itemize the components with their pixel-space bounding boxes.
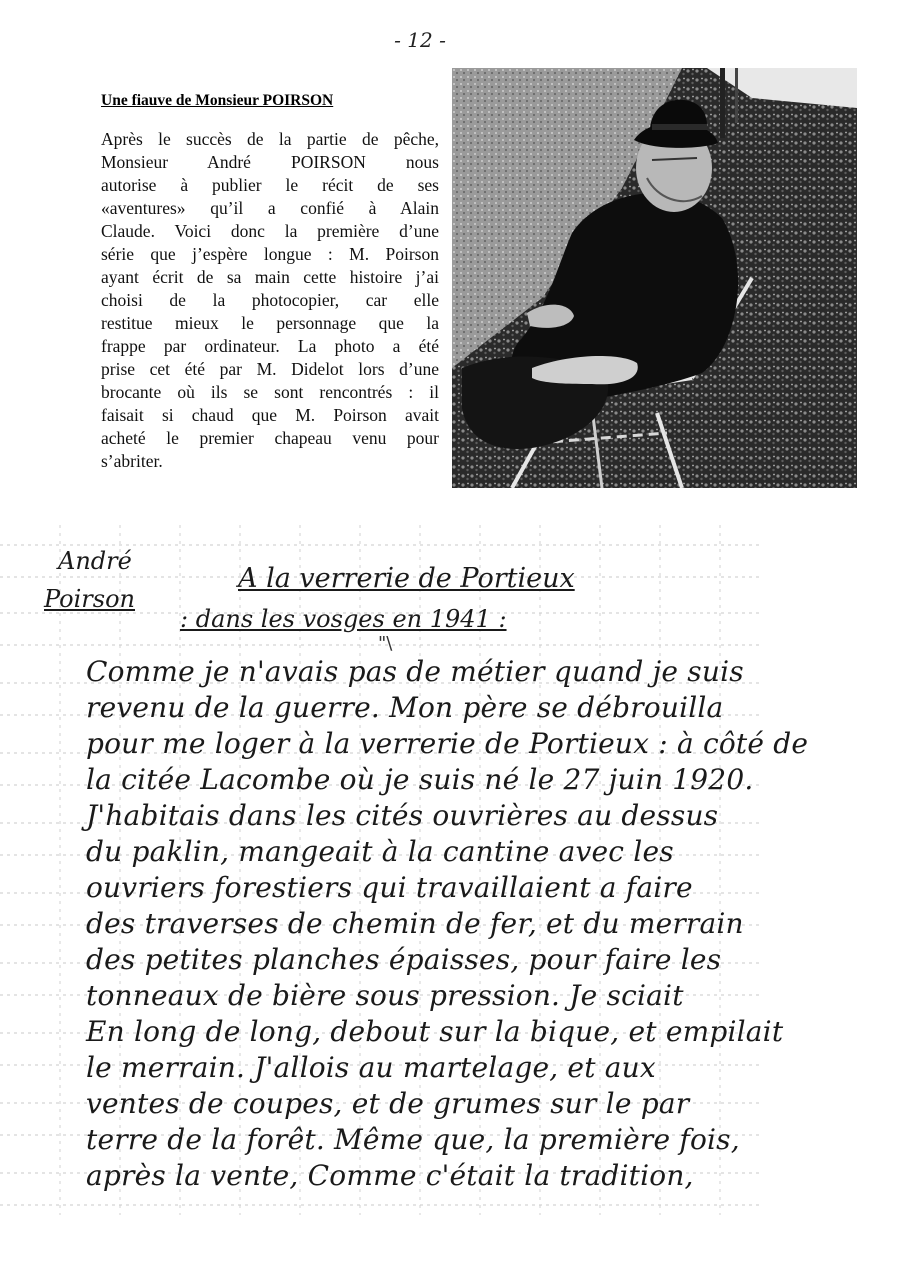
signature-first-name: André: [58, 547, 132, 575]
page-number: - 12 -: [394, 28, 446, 52]
article-line: faisait si chaud que M. Poirson avait: [101, 405, 439, 425]
letter-line: du paklin, mangeait à la cantine avec les: [86, 835, 674, 868]
letter-line: la citée Lacombe où je suis né le 27 juin 1920.: [86, 763, 754, 796]
letter-line: ouvriers forestiers qui travaillaient a faire: [86, 871, 693, 904]
letter-line: après la vente, Comme c'était la tradition,: [86, 1159, 694, 1192]
letter-subtitle: : dans les vosges en 1941 :: [180, 605, 507, 633]
article-line: frappe par ordinateur. La photo a été: [101, 336, 439, 356]
letter-line: le merrain. J'allois au martelage, et aux: [86, 1051, 656, 1084]
handwritten-letter: [0, 525, 920, 1215]
letter-line: terre de la forêt. Même que, la première fois,: [86, 1123, 740, 1156]
article-line: autorise à publier le récit de ses: [101, 175, 439, 195]
article-line: choisi de la photocopier, car elle: [101, 290, 439, 310]
article-line: prise cet été par M. Didelot lors d’une: [101, 359, 439, 379]
portrait-photo: [452, 68, 857, 488]
quote-marks: "\: [378, 633, 393, 654]
letter-line: revenu de la guerre. Mon père se débrouilla: [86, 691, 724, 724]
letter-line: tonneaux de bière sous pression. Je sciait: [86, 979, 684, 1012]
article-line: Après le succès de la partie de pêche,: [101, 129, 439, 149]
article-line: série que j’espère longue : M. Poirson: [101, 244, 439, 264]
article-line: acheté le premier chapeau venu pour: [101, 428, 439, 448]
article-body: [101, 128, 439, 473]
article-title: Une fiauve de Monsieur POIRSON: [101, 92, 334, 109]
article-line: restitue mieux le personnage que la: [101, 313, 439, 333]
letter-line: des traverses de chemin de fer, et du merrain: [86, 907, 744, 940]
article-line: «aventures» qu’il a confié à Alain: [101, 198, 439, 218]
letter-line: ventes de coupes, et de grumes sur le par: [86, 1087, 690, 1120]
article-line: brocante où ils se sont rencontrés : il: [101, 382, 439, 402]
article-line: Monsieur André POIRSON nous: [101, 152, 439, 172]
letter-title: A la verrerie de Portieux: [238, 563, 575, 594]
letter-line: des petites planches épaisses, pour faire les: [86, 943, 722, 976]
article-line: ayant écrit de sa main cette histoire j’ai: [101, 267, 439, 287]
letter-line: En long de long, debout sur la bique, et empilait: [86, 1015, 784, 1048]
letter-line: Comme je n'avais pas de métier quand je suis: [86, 655, 744, 688]
article-line: Claude. Voici donc la première d’une: [101, 221, 439, 241]
signature-last-name: Poirson: [44, 585, 135, 613]
letter-line: J'habitais dans les cités ouvrières au dessus: [86, 799, 719, 832]
article-line: s’abriter.: [101, 451, 163, 471]
letter-line: pour me loger à la verrerie de Portieux : à côté de: [86, 727, 809, 760]
